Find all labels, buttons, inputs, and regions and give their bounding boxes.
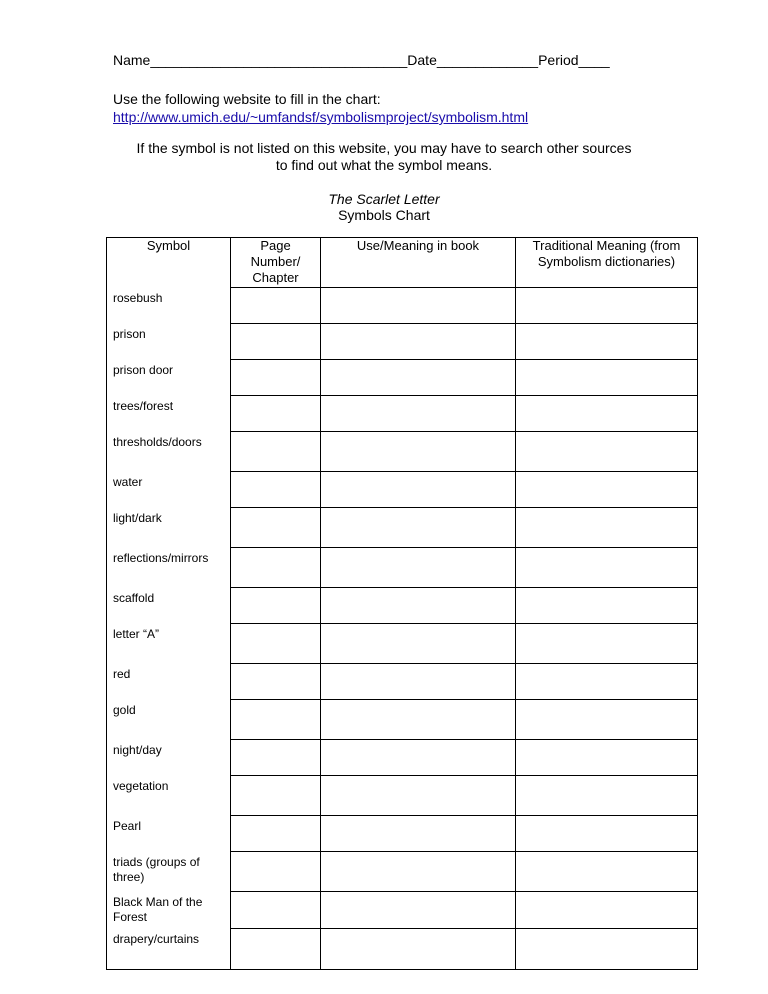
use-meaning-cell[interactable]	[321, 892, 516, 929]
page-column-header	[231, 238, 321, 288]
page-number-cell[interactable]	[231, 472, 321, 508]
table-row	[107, 664, 698, 700]
page-header-line-2: Number/	[250, 254, 301, 269]
use-meaning-cell[interactable]	[321, 472, 516, 508]
page-number-cell[interactable]	[231, 288, 321, 324]
use-meaning-cell[interactable]	[321, 588, 516, 624]
page-number-cell[interactable]	[231, 700, 321, 740]
traditional-meaning-cell[interactable]	[516, 432, 698, 472]
traditional-meaning-column-header	[516, 238, 698, 288]
symbol-cell: triads (groups of three)	[107, 852, 231, 892]
table-row	[107, 816, 698, 852]
traditional-meaning-cell[interactable]	[516, 588, 698, 624]
table-row	[107, 700, 698, 740]
page-header-line-3: Chapter	[252, 270, 299, 285]
traditional-meaning-cell[interactable]	[516, 700, 698, 740]
table-row	[107, 360, 698, 396]
traditional-meaning-cell[interactable]	[516, 776, 698, 816]
table-row	[107, 288, 698, 324]
use-meaning-cell[interactable]	[321, 508, 516, 548]
traditional-header-line-1: Traditional Meaning (from	[532, 238, 681, 253]
table-row	[107, 324, 698, 360]
page-number-cell[interactable]	[231, 852, 321, 892]
traditional-meaning-cell[interactable]	[516, 892, 698, 929]
traditional-meaning-cell[interactable]	[516, 664, 698, 700]
symbol-cell: drapery/curtains	[107, 929, 231, 970]
traditional-meaning-cell[interactable]	[516, 508, 698, 548]
use-meaning-column-header: Use/Meaning in book	[321, 238, 516, 288]
use-meaning-cell[interactable]	[321, 360, 516, 396]
page-number-cell[interactable]	[231, 396, 321, 432]
traditional-meaning-cell[interactable]	[516, 548, 698, 588]
instructions-text: Use the following website to fill in the chart:	[113, 91, 381, 107]
page-number-cell[interactable]	[231, 929, 321, 970]
table-row	[107, 588, 698, 624]
page-number-cell[interactable]	[231, 892, 321, 929]
symbol-cell: scaffold	[107, 588, 231, 624]
symbolism-website-link[interactable]: http://www.umich.edu/~umfandsf/symbolismproject/symbolism.html	[113, 109, 529, 125]
traditional-meaning-cell[interactable]	[516, 624, 698, 664]
symbol-cell: Black Man of the Forest	[107, 892, 231, 929]
page-number-cell[interactable]	[231, 664, 321, 700]
search-note-line-2: to find out what the symbol means.	[275, 157, 493, 173]
table-row	[107, 892, 698, 929]
symbol-cell: prison door	[107, 360, 231, 396]
use-meaning-cell[interactable]	[321, 432, 516, 472]
symbol-cell: rosebush	[107, 288, 231, 324]
symbol-cell: light/dark	[107, 508, 231, 548]
page-number-cell[interactable]	[231, 324, 321, 360]
symbol-cell: night/day	[107, 740, 231, 776]
page-number-cell[interactable]	[231, 588, 321, 624]
use-meaning-cell[interactable]	[321, 700, 516, 740]
use-meaning-cell[interactable]	[321, 624, 516, 664]
use-meaning-cell[interactable]	[321, 396, 516, 432]
page-header-line-1: Page	[260, 238, 291, 253]
use-meaning-cell[interactable]	[321, 324, 516, 360]
symbol-column-header: Symbol	[107, 238, 231, 288]
symbol-cell: red	[107, 664, 231, 700]
use-meaning-cell[interactable]	[321, 548, 516, 588]
table-row	[107, 432, 698, 472]
use-meaning-cell[interactable]	[321, 776, 516, 816]
table-row	[107, 624, 698, 664]
table-header-row	[107, 238, 698, 288]
page-number-cell[interactable]	[231, 360, 321, 396]
table-row	[107, 508, 698, 548]
symbol-cell: reflections/mirrors	[107, 548, 231, 588]
symbol-cell: water	[107, 472, 231, 508]
traditional-meaning-cell[interactable]	[516, 396, 698, 432]
page-number-cell[interactable]	[231, 816, 321, 852]
traditional-meaning-cell[interactable]	[516, 288, 698, 324]
table-row	[107, 396, 698, 432]
page-number-cell[interactable]	[231, 508, 321, 548]
page-number-cell[interactable]	[231, 432, 321, 472]
table-row	[107, 740, 698, 776]
use-meaning-cell[interactable]	[321, 852, 516, 892]
symbol-cell: prison	[107, 324, 231, 360]
name-date-period-line[interactable]: Name_________________________________Date_____________Period____	[113, 52, 610, 68]
table-row	[107, 776, 698, 816]
search-note	[0, 140, 768, 174]
traditional-header-line-2: Symbolism dictionaries)	[537, 254, 676, 269]
page-number-cell[interactable]	[231, 776, 321, 816]
chart-subtitle: Symbols Chart	[338, 207, 430, 223]
use-meaning-cell[interactable]	[321, 740, 516, 776]
symbol-cell: vegetation	[107, 776, 231, 816]
table-row	[107, 472, 698, 508]
traditional-meaning-cell[interactable]	[516, 816, 698, 852]
search-note-line-1: If the symbol is not listed on this website, you may have to search other sources	[136, 140, 632, 156]
traditional-meaning-cell[interactable]	[516, 852, 698, 892]
symbol-cell: trees/forest	[107, 396, 231, 432]
traditional-meaning-cell[interactable]	[516, 929, 698, 970]
use-meaning-cell[interactable]	[321, 816, 516, 852]
table-row	[107, 929, 698, 970]
chart-title: The Scarlet Letter	[328, 191, 440, 207]
page-number-cell[interactable]	[231, 740, 321, 776]
traditional-meaning-cell[interactable]	[516, 740, 698, 776]
use-meaning-cell[interactable]	[321, 664, 516, 700]
symbol-cell: thresholds/doors	[107, 432, 231, 472]
traditional-meaning-cell[interactable]	[516, 472, 698, 508]
page-number-cell[interactable]	[231, 624, 321, 664]
use-meaning-cell[interactable]	[321, 288, 516, 324]
symbol-cell: gold	[107, 700, 231, 740]
table-row	[107, 548, 698, 588]
symbols-chart-table	[106, 237, 698, 970]
traditional-meaning-cell[interactable]	[516, 360, 698, 396]
traditional-meaning-cell[interactable]	[516, 324, 698, 360]
symbol-cell: Pearl	[107, 816, 231, 852]
use-meaning-cell[interactable]	[321, 929, 516, 970]
page-number-cell[interactable]	[231, 548, 321, 588]
symbol-cell: letter “A”	[107, 624, 231, 664]
table-row	[107, 852, 698, 892]
